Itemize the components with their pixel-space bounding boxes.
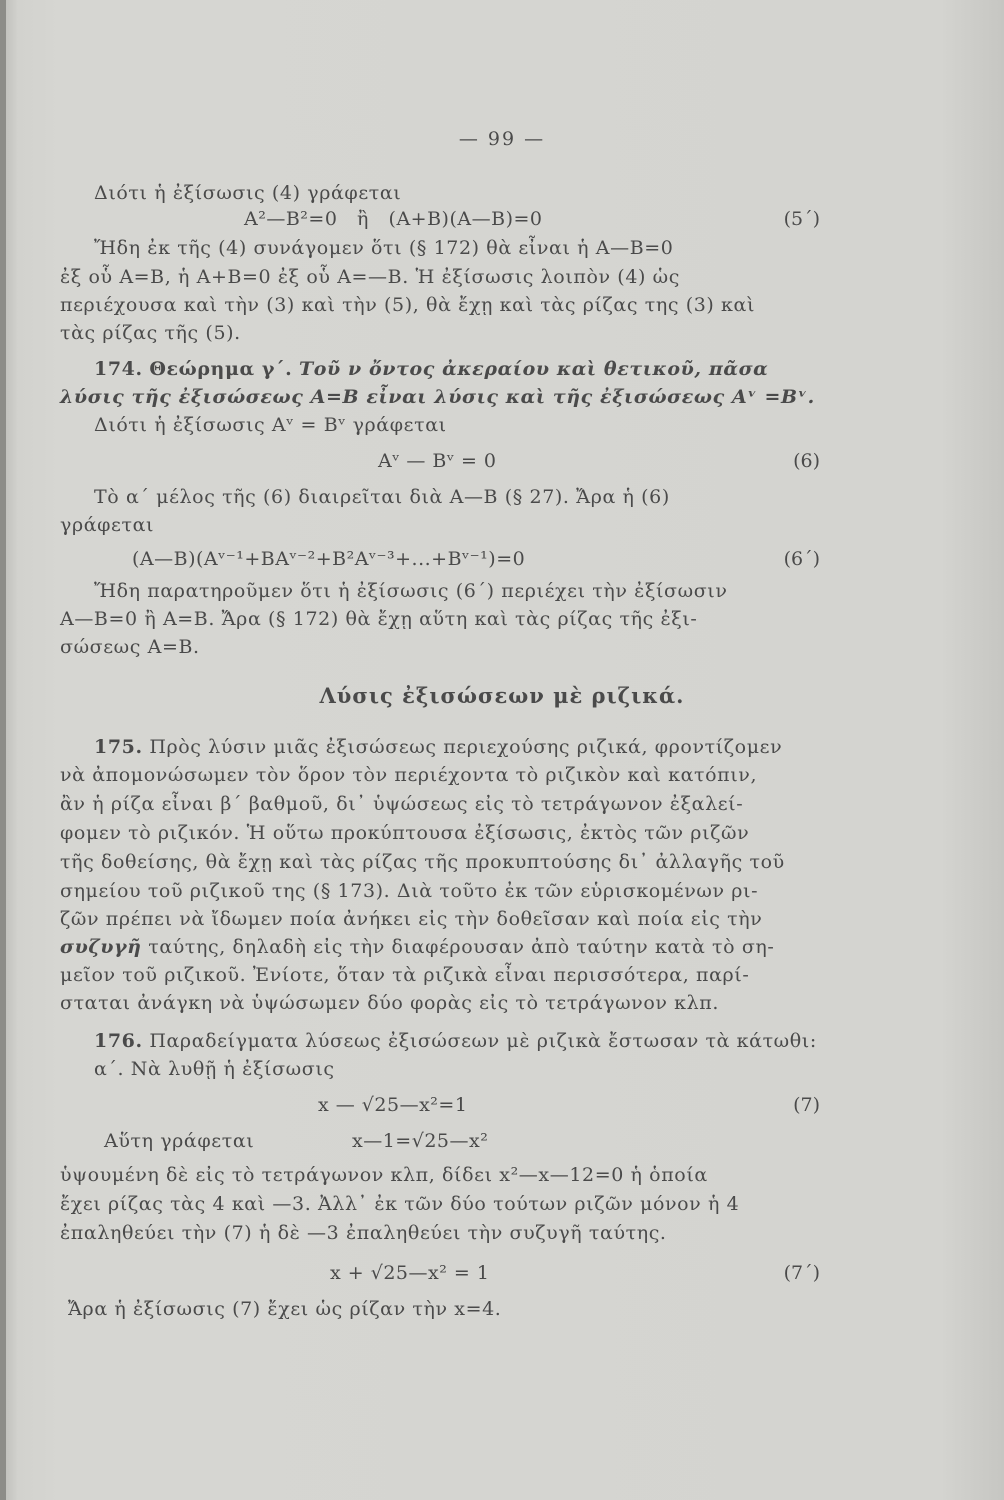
text-line: σώσεως A=B. — [60, 636, 200, 658]
equation-7p: x + √25—x² = 1 — [330, 1262, 490, 1284]
equation-number: (7΄) — [783, 1262, 820, 1284]
equation-5p: A²—B²=0 ἢ (A+B)(A—B)=0 — [244, 208, 543, 230]
equation-number: (6΄) — [783, 548, 820, 570]
text: Πρὸς λύσιν μιᾶς ἐξισώσεως περιεχούσης ριζικά, φροντίζομεν — [149, 736, 783, 758]
theorem-text: Τοῦ ν ὄντος ἀκεραίου καὶ θετικοῦ, πᾶσα — [299, 358, 769, 380]
text-line: Ἤδη ἐκ τῆς (4) συνάγομεν ὅτι (§ 172) θὰ εἶναι ἡ A—B=0 — [94, 237, 674, 259]
text-line: Αὕτη γράφεται — [104, 1130, 255, 1152]
text-line: Τὸ α΄ μέλος τῆς (6) διαιρεῖται διὰ A—B (§ 27). Ἄρα ἡ (6) — [94, 486, 670, 508]
emphasis: συζυγῆ — [60, 936, 142, 958]
section-number: 175. — [94, 736, 143, 758]
text-line: ἐξ οὗ A=B, ἡ A+B=0 ἐξ οὗ A=—B. Ἡ ἐξίσωσις λοιπὸν (4) ὡς — [60, 266, 680, 288]
section-heading: Λύσις ἐξισώσεων μὲ ριζικά. — [319, 683, 685, 708]
text: ταύτης, δηλαδὴ εἰς τὴν διαφέρουσαν ἀπὸ ταύτην κατὰ τὸ ση- — [148, 936, 775, 958]
text-line: α΄. Νὰ λυθῇ ἡ ἐξίσωσις — [94, 1058, 335, 1080]
equation-7: x — √25—x²=1 — [318, 1094, 468, 1116]
text-line: ἂν ἡ ρίζα εἶναι β΄ βαθμοῦ, δι᾽ ὑψώσεως εἰς τὸ τετράγωνον ἐξαλεί- — [60, 793, 744, 815]
text: Παραδείγματα λύσεως ἐξισώσεων μὲ ριζικὰ ἔστωσαν τὰ κάτωθι: — [149, 1030, 817, 1052]
page-number: — 99 — — [458, 128, 546, 150]
equation-number: (7) — [793, 1094, 820, 1116]
text-line: Διότι ἡ ἐξίσωσις (4) γράφεται — [94, 182, 402, 204]
text-line: Ἄρα ἡ ἐξίσωσις (7) ἔχει ὡς ρίζαν τὴν x=4. — [68, 1298, 502, 1320]
paragraph-175-line1 — [94, 734, 978, 760]
equation-number: (6) — [793, 450, 820, 472]
text-line: ἔχει ρίζας τὰς 4 καὶ —3. Ἀλλ᾽ ἐκ τῶν δύο τούτων ριζῶν μόνον ἡ 4 — [60, 1193, 740, 1215]
text-line: ζῶν πρέπει νὰ ἴδωμεν ποία ἀνήκει εἰς τὴν δοθεῖσαν καὶ ποία εἰς τὴν — [60, 908, 763, 930]
text-line: ἐπαληθεύει τὴν (7) ἡ δὲ —3 ἐπαληθεύει τὴν συζυγῆ ταύτης. — [60, 1222, 667, 1244]
text-line-syzygi — [60, 934, 944, 960]
page-edge — [0, 0, 6, 1500]
text-line: φομεν τὸ ριζικόν. Ἡ οὕτω προκύπτουσα ἐξίσωσις, ἐκτὸς τῶν ριζῶν — [60, 822, 750, 844]
text-line: νὰ ἀπομονώσωμεν τὸν ὅρον τὸν περιέχοντα τὸ ριζικὸν καὶ κατόπιν, — [60, 764, 758, 786]
text-line: περιέχουσα καὶ τὴν (3) καὶ τὴν (5), θὰ ἔχῃ καὶ τὰς ρίζας της (3) καὶ — [60, 294, 756, 316]
theorem-174-line1 — [94, 356, 978, 382]
theorem-174-line2: λύσις τῆς ἐξισώσεως A=B εἶναι λύσις καὶ τῆς ἐξισώσεως Aᵛ =Bᵛ. — [60, 386, 815, 408]
section-number: 174. — [94, 358, 143, 380]
equation-number: (5΄) — [783, 208, 820, 230]
equation-7b: x—1=√25—x² — [352, 1130, 489, 1152]
text-line: A—B=0 ἢ A=B. Ἄρα (§ 172) θὰ ἔχῃ αὕτη καὶ τὰς ρίζας τῆς ἐξι- — [60, 608, 698, 630]
text-line: τῆς δοθείσης, θὰ ἔχῃ καὶ τὰς ρίζας τῆς προκυπτούσης δι᾽ ἀλλαγῆς τοῦ — [60, 851, 785, 873]
theorem-title: Θεώρημα γ΄. — [149, 358, 293, 380]
text-line: σταται ἀνάγκη νὰ ὑψώσωμεν δύο φορὰς εἰς τὸ τετράγωνον κλπ. — [60, 992, 720, 1014]
paragraph-176-line1 — [94, 1028, 978, 1054]
section-number: 176. — [94, 1030, 143, 1052]
text-line: τὰς ρίζας τῆς (5). — [60, 322, 241, 344]
text-line: Διότι ἡ ἐξίσωσις Aᵛ = Bᵛ γράφεται — [94, 414, 447, 436]
text-line: Ἤδη παρατηροῦμεν ὅτι ἡ ἐξίσωσις (6΄) περιέχει τὴν ἐξίσωσιν — [94, 580, 728, 602]
text-line: σημείου τοῦ ριζικοῦ της (§ 173). Διὰ τοῦτο ἐκ τῶν εὑρισκομένων ρι- — [60, 880, 759, 902]
equation-6: Aᵛ — Bᵛ = 0 — [378, 450, 497, 472]
equation-6p: (A—B)(Aᵛ⁻¹+BAᵛ⁻²+B²Aᵛ⁻³+...+Bᵛ⁻¹)=0 — [132, 548, 526, 570]
text-line: ὑψουμένη δὲ εἰς τὸ τετράγωνον κλπ, δίδει x²—x—12=0 ἡ ὁποία — [60, 1164, 708, 1186]
text-line: μεῖον τοῦ ριζικοῦ. Ἐνίοτε, ὅταν τὰ ριζικὰ εἶναι περισσότερα, παρί- — [60, 964, 750, 986]
text-line: γράφεται — [60, 514, 155, 536]
